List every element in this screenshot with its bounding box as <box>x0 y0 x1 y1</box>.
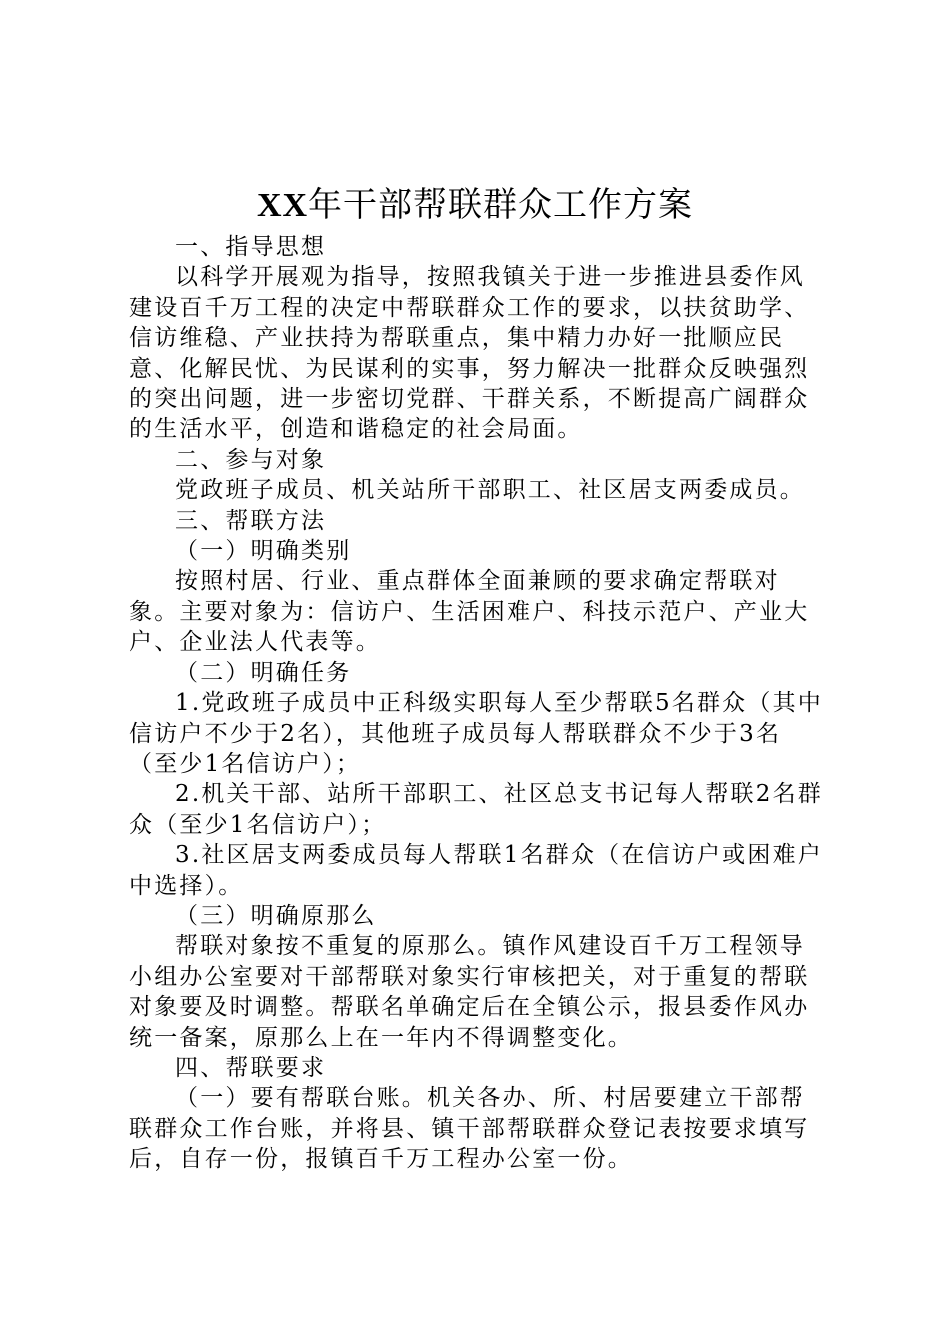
document-title <box>0 182 950 229</box>
paragraph-guiding-ideology: 以科学开展观为指导，按照我镇关于进一步推进县委作风建设百千万工程的决定中帮联群众工作的要求，以扶贫助学、信访维稳、产业扶持为帮联重点，集中精力办好一批顺应民意、化解民忧、为民谋利的实事，努力解决一批群众反映强烈的突出问题，进一步密切党群、干群关系，不断提高广阔群众的生活水平，创造和谐稳定的社会局面。 <box>129 264 810 443</box>
task-item-1: 1.党政班子成员中正科级实职每人至少帮联5名群众（其中信访户不少于2名），其他班子成员每人帮联群众不少于3名（至少1名信访户）； <box>129 690 823 777</box>
title-text: 年干部帮联群众工作方案 <box>308 185 694 225</box>
document-body <box>129 232 829 1175</box>
subheading-categories: （一）明确类别 <box>175 538 352 565</box>
task-item-3: 3.社区居支两委成员每人帮联1名群众（在信访户或困难户中选择）。 <box>129 842 823 899</box>
section-heading-requirements: 四、帮联要求 <box>175 1054 327 1081</box>
section-heading-participants: 二、参与对象 <box>175 446 327 473</box>
subheading-principles: （三）明确原那么 <box>175 902 377 929</box>
paragraph-categories: 按照村居、行业、重点群体全面兼顾的要求确定帮联对象。主要对象为：信访户、生活困难户、科技示范户、产业大户、企业法人代表等。 <box>129 568 810 656</box>
task-item-2: 2.机关干部、站所干部职工、社区总支书记每人帮联2名群众（至少1名信访户）； <box>129 781 823 838</box>
section-heading-methods: 三、帮联方法 <box>175 507 327 534</box>
paragraph-participants: 党政班子成员、机关站所干部职工、社区居支两委成员。 <box>175 477 805 504</box>
section-heading-guiding-ideology: 一、指导思想 <box>175 234 327 260</box>
title-year-placeholder: XX <box>256 187 309 224</box>
paragraph-requirement-1: （一）要有帮联台账。机关各办、所、村居要建立干部帮联群众工作台账，并将县、镇干部帮联群众登记表按要求填写后，自存一份，报镇百千万工程办公室一份。 <box>129 1085 810 1173</box>
paragraph-principles: 帮联对象按不重复的原那么。镇作风建设百千万工程领导小组办公室要对干部帮联对象实行审核把关，对于重复的帮联对象要及时调整。帮联名单确定后在全镇公示，报县委作风办统一备案，原那么上在一年内不得调整变化。 <box>129 933 810 1051</box>
subheading-tasks: （二）明确任务 <box>175 659 352 686</box>
